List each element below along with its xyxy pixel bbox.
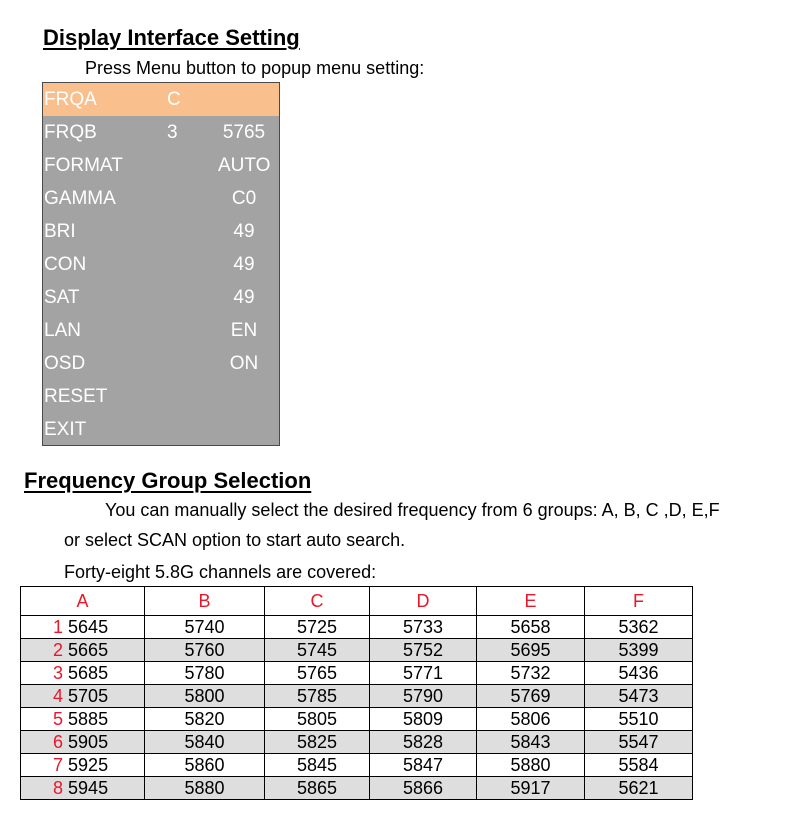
- menu-item-label: LAN: [44, 320, 81, 341]
- channel-index: 2: [53, 640, 64, 660]
- table-row: [21, 616, 693, 639]
- menu-item-sat[interactable]: [43, 281, 279, 314]
- frequency-cell: 5621: [585, 777, 693, 800]
- menu-item-setting: AUTO: [218, 155, 271, 176]
- menu-item-label: FRQB: [44, 122, 97, 143]
- frequency-cell: 5584: [585, 754, 693, 777]
- table-row: [21, 754, 693, 777]
- frequency-cell: 5866: [370, 777, 477, 800]
- channel-index: 7: [53, 755, 64, 775]
- menu-item-gamma[interactable]: [43, 182, 279, 215]
- channel-index: 6: [53, 732, 64, 752]
- frequency-cell: 5880: [145, 777, 265, 800]
- menu-item-label: EXIT: [44, 419, 87, 440]
- frequency-cell: [21, 777, 145, 800]
- frequency-cell: [21, 639, 145, 662]
- frequency-cell: 5840: [145, 731, 265, 754]
- group-header-c: C: [265, 587, 370, 616]
- menu-item-frqb[interactable]: [43, 116, 279, 149]
- menu-item-label: OSD: [44, 353, 86, 374]
- frequency-table: [20, 586, 693, 800]
- frequency-cell: 5828: [370, 731, 477, 754]
- frequency-value: 5685: [68, 663, 109, 683]
- frequency-description-line3: Forty-eight 5.8G channels are covered:: [64, 562, 377, 582]
- menu-item-setting: 5765: [222, 122, 266, 143]
- group-header-e: E: [477, 587, 585, 616]
- group-header-d: D: [370, 587, 477, 616]
- frequency-value: 5945: [68, 778, 109, 798]
- menu-item-setting: ON: [229, 353, 259, 374]
- group-header-f: F: [585, 587, 693, 616]
- frequency-cell: 5725: [265, 616, 370, 639]
- menu-item-osd[interactable]: [43, 347, 279, 380]
- frequency-cell: 5865: [265, 777, 370, 800]
- frequency-cell: 5847: [370, 754, 477, 777]
- display-interface-title: Display Interface Setting: [43, 25, 300, 50]
- frequency-cell: 5805: [265, 708, 370, 731]
- channel-index: 5: [53, 709, 64, 729]
- frequency-cell: [21, 662, 145, 685]
- frequency-cell: 5880: [477, 754, 585, 777]
- frequency-cell: 5771: [370, 662, 477, 685]
- frequency-cell: 5760: [145, 639, 265, 662]
- frequency-cell: 5780: [145, 662, 265, 685]
- table-row: [21, 639, 693, 662]
- frequency-cell: 5843: [477, 731, 585, 754]
- frequency-description-line1: You can manually select the desired frequency from 6 groups: A, B, C ,D, E,F: [105, 500, 720, 520]
- frequency-cell: 5745: [265, 639, 370, 662]
- frequency-cell: [21, 616, 145, 639]
- frequency-cell: 5752: [370, 639, 477, 662]
- frequency-description-line2: or select SCAN option to start auto search.: [64, 530, 406, 550]
- menu-item-label: SAT: [44, 287, 80, 308]
- menu-item-value: C: [167, 89, 181, 110]
- menu-item-exit[interactable]: [43, 413, 279, 446]
- menu-item-con[interactable]: [43, 248, 279, 281]
- frequency-cell: [21, 685, 145, 708]
- frequency-cell: 5765: [265, 662, 370, 685]
- frequency-cell: [21, 708, 145, 731]
- menu-item-lan[interactable]: [43, 314, 279, 347]
- frequency-cell: 5695: [477, 639, 585, 662]
- group-header-b: B: [145, 587, 265, 616]
- table-row: [21, 731, 693, 754]
- frequency-cell: 5825: [265, 731, 370, 754]
- frequency-cell: 5820: [145, 708, 265, 731]
- menu-item-label: CON: [44, 254, 87, 275]
- frequency-cell: 5436: [585, 662, 693, 685]
- frequency-value: 5665: [68, 640, 109, 660]
- channel-index: 1: [53, 617, 64, 637]
- frequency-cell: 5547: [585, 731, 693, 754]
- table-row: [21, 685, 693, 708]
- frequency-value: 5885: [68, 709, 109, 729]
- table-row: [21, 777, 693, 800]
- frequency-value: 5705: [68, 686, 109, 706]
- frequency-group-title: Frequency Group Selection: [24, 468, 312, 493]
- table-row: [21, 662, 693, 685]
- table-row: [21, 708, 693, 731]
- frequency-cell: [21, 731, 145, 754]
- menu-item-label: FORMAT: [44, 155, 123, 176]
- menu-item-setting: 49: [233, 254, 255, 275]
- frequency-cell: 5800: [145, 685, 265, 708]
- menu-instruction: Press Menu button to popup menu setting:: [85, 58, 425, 78]
- frequency-cell: 5785: [265, 685, 370, 708]
- menu-item-label: GAMMA: [44, 188, 116, 209]
- menu-item-setting: EN: [230, 320, 258, 341]
- frequency-cell: 5733: [370, 616, 477, 639]
- frequency-cell: 5473: [585, 685, 693, 708]
- frequency-cell: 5740: [145, 616, 265, 639]
- frequency-cell: 5658: [477, 616, 585, 639]
- menu-item-value: 3: [167, 122, 178, 143]
- frequency-value: 5645: [68, 617, 109, 637]
- menu-item-label: BRI: [44, 221, 76, 242]
- frequency-cell: 5510: [585, 708, 693, 731]
- frequency-value: 5925: [68, 755, 109, 775]
- menu-item-frqa[interactable]: [43, 83, 279, 116]
- menu-item-reset[interactable]: [43, 380, 279, 413]
- frequency-cell: 5769: [477, 685, 585, 708]
- osd-menu: [42, 82, 280, 446]
- frequency-cell: [21, 754, 145, 777]
- channel-index: 4: [53, 686, 64, 706]
- channel-index: 8: [53, 778, 64, 798]
- frequency-table-header-row: [21, 587, 693, 616]
- frequency-value: 5905: [68, 732, 109, 752]
- menu-item-label: RESET: [44, 386, 108, 407]
- frequency-cell: 5399: [585, 639, 693, 662]
- frequency-cell: 5806: [477, 708, 585, 731]
- frequency-cell: 5809: [370, 708, 477, 731]
- menu-item-setting: 49: [233, 221, 255, 242]
- channel-index: 3: [53, 663, 64, 683]
- menu-item-setting: 49: [233, 287, 255, 308]
- frequency-cell: 5790: [370, 685, 477, 708]
- frequency-cell: 5860: [145, 754, 265, 777]
- group-header-a: A: [21, 587, 145, 616]
- menu-item-format[interactable]: [43, 149, 279, 182]
- menu-item-bri[interactable]: [43, 215, 279, 248]
- menu-item-setting: C0: [231, 188, 257, 209]
- frequency-cell: 5917: [477, 777, 585, 800]
- frequency-cell: 5362: [585, 616, 693, 639]
- frequency-cell: 5845: [265, 754, 370, 777]
- frequency-cell: 5732: [477, 662, 585, 685]
- menu-item-label: FRQA: [44, 89, 97, 110]
